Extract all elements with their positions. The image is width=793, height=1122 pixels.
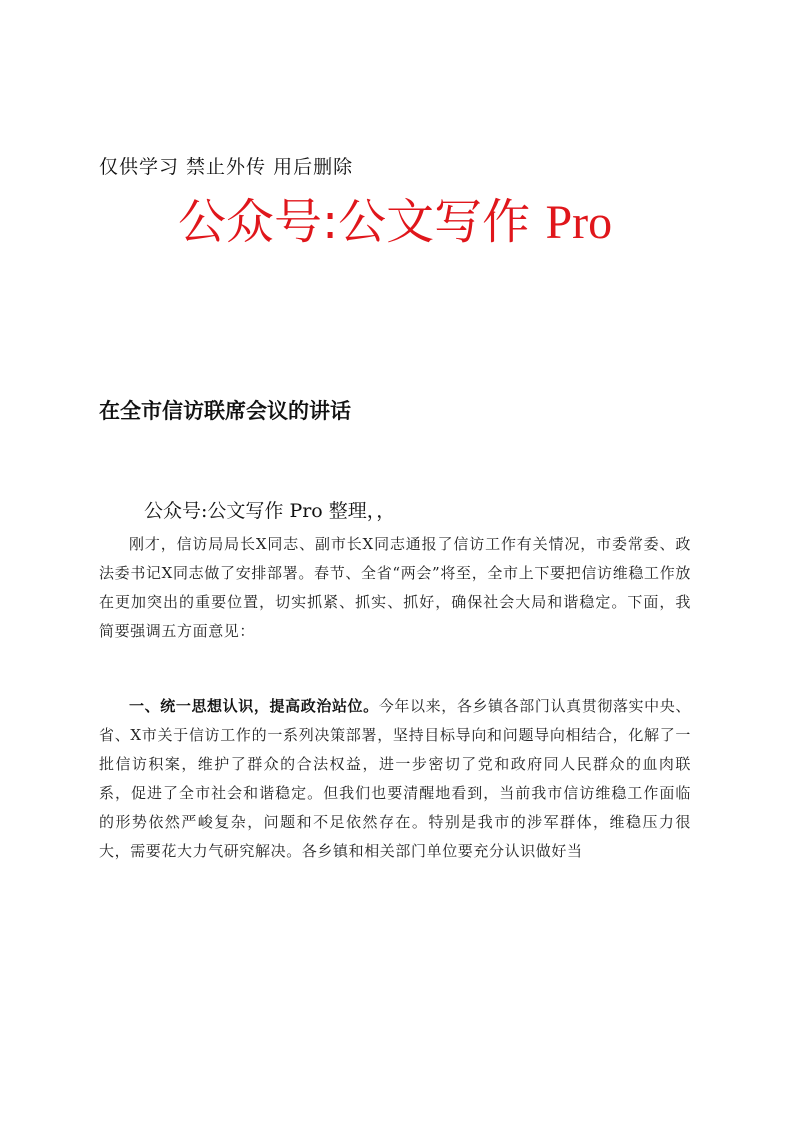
brand-cjk: 公众号:公文写作 — [178, 194, 531, 250]
brand-banner — [178, 194, 613, 250]
section-one-text: 今年以来，各乡镇各部门认真贯彻落实中央、省、X市关于信访工作的一系列决策部署，坚持目标导向和问题导向相结合，化解了一批信访积案，维护了群众的合法权益，进一步密切了党和政府同人民群众的血肉联系，促进了全市社会和谐稳定。但我们也要清醒地看到，当前我市信访维稳工作面临的形势依然严峻复杂，问题和不足依然存在。特别是我市的涉军群体，维稳压力很大，需要花大力气研究解决。各乡镇和相关部门单位要充分认识做好当 — [99, 697, 691, 860]
section-one-heading: 一、统一思想认识，提高政治站位。 — [129, 697, 379, 715]
paragraph-intro — [99, 530, 691, 646]
usage-notice: 仅供学习 禁止外传 用后删除 — [99, 156, 354, 178]
brand-latin: Pro — [545, 196, 613, 249]
paragraph-intro-text: 刚才，信访局局长X同志、副市长X同志通报了信访工作有关情况，市委常委、政法委书记X同志做了安排部署。春节、全省“两会”将至，全市上下要把信访维稳工作放在更加突出的重要位置，切实抓紧、抓实、抓好，确保社会大局和谐稳定。下面，我简要强调五方面意见： — [99, 535, 691, 640]
document-source: 公众号:公文写作 Pro 整理，， — [144, 500, 396, 522]
document-title: 在全市信访联席会议的讲话 — [99, 399, 351, 423]
paragraph-section-one — [99, 692, 691, 866]
